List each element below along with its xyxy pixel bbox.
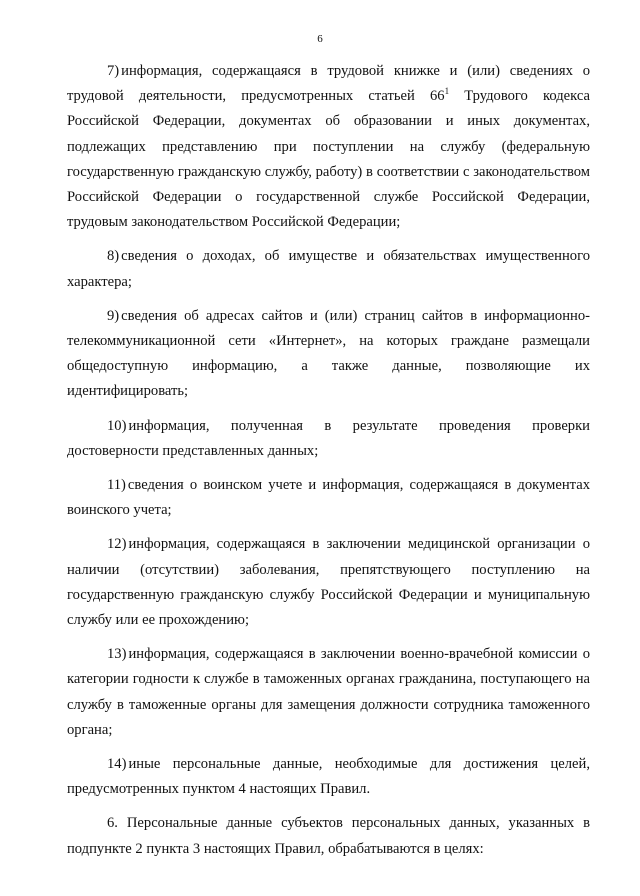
list-item-text: информация, содержащаяся в заключении медицинской организации о наличии (отсутствии) заболевания, препятствующего поступлению на государственную гражданскую службу Российской Федерации и муниципальную службу или ее прохождению; — [67, 536, 590, 629]
list-item-text: сведения о воинском учете и информация, содержащаяся в документах воинского учета; — [67, 477, 590, 519]
document-body — [67, 59, 590, 871]
page-number: 6 — [317, 33, 323, 45]
list-item-10 — [67, 414, 590, 464]
list-item-number: 9) — [107, 307, 120, 324]
section-6-paragraph: 6. Персональные данные субъектов персональных данных, указанных в подпункте 2 пункта 3 настоящих Правил, обрабатываются в целях: — [67, 815, 590, 857]
list-item-text: информация, содержащаяся в трудовой книжке и (или) сведениях о трудовой деятельности, предусмотренных статьей 66 — [67, 63, 590, 105]
list-item-9 — [67, 304, 590, 405]
list-item-number: 12) — [107, 536, 127, 553]
list-item-11 — [67, 473, 590, 523]
list-item-number: 14) — [107, 756, 127, 773]
list-item-text: информация, содержащаяся в заключении военно-врачебной комиссии о категории годности к службе в таможенных органах гражданина, поступающего на службу в таможенные органы для замещения должности сотрудника таможенного органа; — [67, 646, 590, 738]
list-item-number: 13) — [107, 646, 127, 663]
list-item-7 — [67, 59, 590, 235]
list-item-12 — [67, 532, 590, 633]
list-item-number: 11) — [107, 477, 126, 494]
list-item-text: сведения об адресах сайтов и (или) страниц сайтов в информационно-телекоммуникационной сети «Интернет», на которых граждане размещали общедоступную информацию, а также данные, позволяющие их идентифицировать; — [67, 307, 590, 400]
list-item-number: 7) — [107, 63, 120, 79]
list-item-number: 10) — [107, 417, 127, 434]
list-item-text-continued: Трудового кодекса Российской Федерации, документах об образовании и иных документах, подлежащих представлению при поступлении на службу (федеральную государственную гражданскую службу, работу) в соответствии с законодательством Российской Федерации о государственной службе Российской Федерации, трудовым законодательством Российской Федерации; — [67, 88, 590, 231]
list-item-number: 8) — [107, 248, 120, 265]
list-item-text: сведения о доходах, об имуществе и обязательствах имущественного характера; — [67, 248, 590, 290]
list-item-text: иные персональные данные, необходимые для достижения целей, предусмотренных пунктом 4 настоящих Правил. — [67, 756, 590, 798]
list-item-text: информация, полученная в результате проведения проверки достоверности представленных данных; — [67, 417, 590, 459]
list-item-13 — [67, 642, 590, 743]
footnote-superscript: 1 — [444, 86, 450, 97]
list-item-8 — [67, 244, 590, 294]
list-item-14 — [67, 752, 590, 802]
